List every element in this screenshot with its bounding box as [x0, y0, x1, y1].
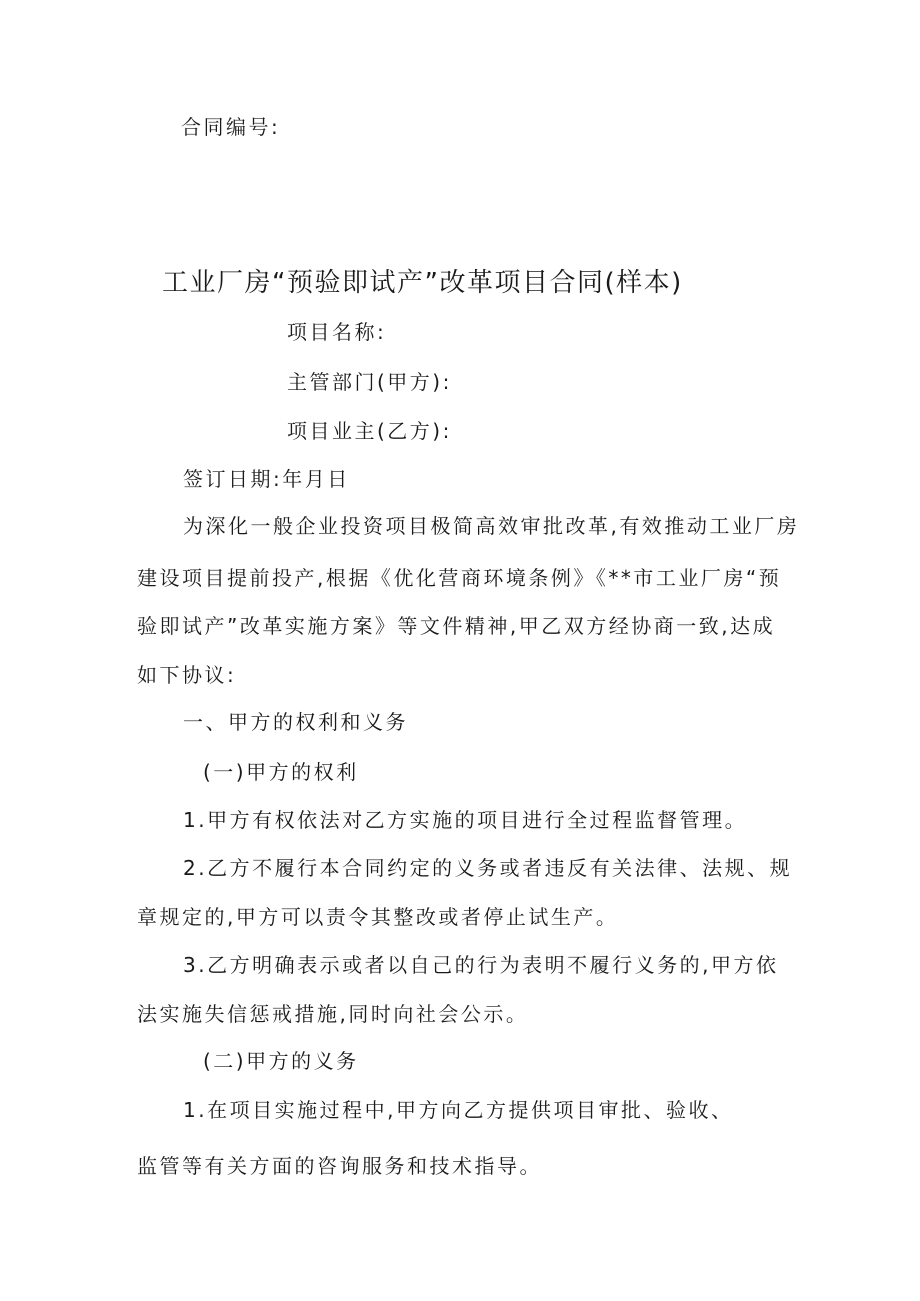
contract-number-label: 合同编号: — [181, 115, 281, 139]
clause-2-1-line-2: 监管等有关方面的咨询服务和技术指导。 — [137, 1154, 542, 1178]
subsection-heading-rights: (一)甲方的权利 — [203, 760, 359, 784]
project-name-label: 项目名称: — [287, 320, 387, 344]
clause-1-3-line-1: 3.乙方明确表示或者以自己的行为表明不履行义务的,甲方依 — [183, 953, 779, 977]
clause-1-3-line-2: 法实施失信惩戒措施,同时向社会公示。 — [137, 1002, 529, 1026]
clause-2-1-line-1: 1.在项目实施过程中,甲方向乙方提供项目审批、验收、 — [183, 1098, 734, 1122]
intro-line-1: 为深化一般企业投资项目极简高效审批改革,有效推动工业厂房 — [183, 514, 800, 538]
sign-date-label: 签订日期:年月日 — [183, 467, 350, 491]
clause-1-2-line-2: 章规定的,甲方可以责令其整改或者停止试生产。 — [137, 905, 619, 929]
party-b-label: 项目业主(乙方): — [287, 419, 452, 443]
document-title: 工业厂房“预验即试产”改革项目合同(样本) — [162, 268, 683, 298]
intro-line-3: 验即试产”改革实施方案》等文件精神,甲乙双方经协商一致,达成 — [137, 614, 776, 638]
subsection-heading-obligations: (二)甲方的义务 — [203, 1049, 359, 1073]
party-a-label: 主管部门(甲方): — [287, 370, 452, 394]
section-heading-1: 一、甲方的权利和义务 — [183, 710, 408, 734]
clause-1-2-line-1: 2.乙方不履行本合同约定的义务或者违反有关法律、法规、规 — [183, 856, 793, 880]
intro-line-4: 如下协议: — [137, 663, 237, 687]
clause-1-1: 1.甲方有权依法对乙方实施的项目进行全过程监督管理。 — [183, 808, 748, 832]
intro-line-2: 建设项目提前投产,根据《优化营商环境条例》《**市工业厂房“预 — [137, 566, 782, 590]
